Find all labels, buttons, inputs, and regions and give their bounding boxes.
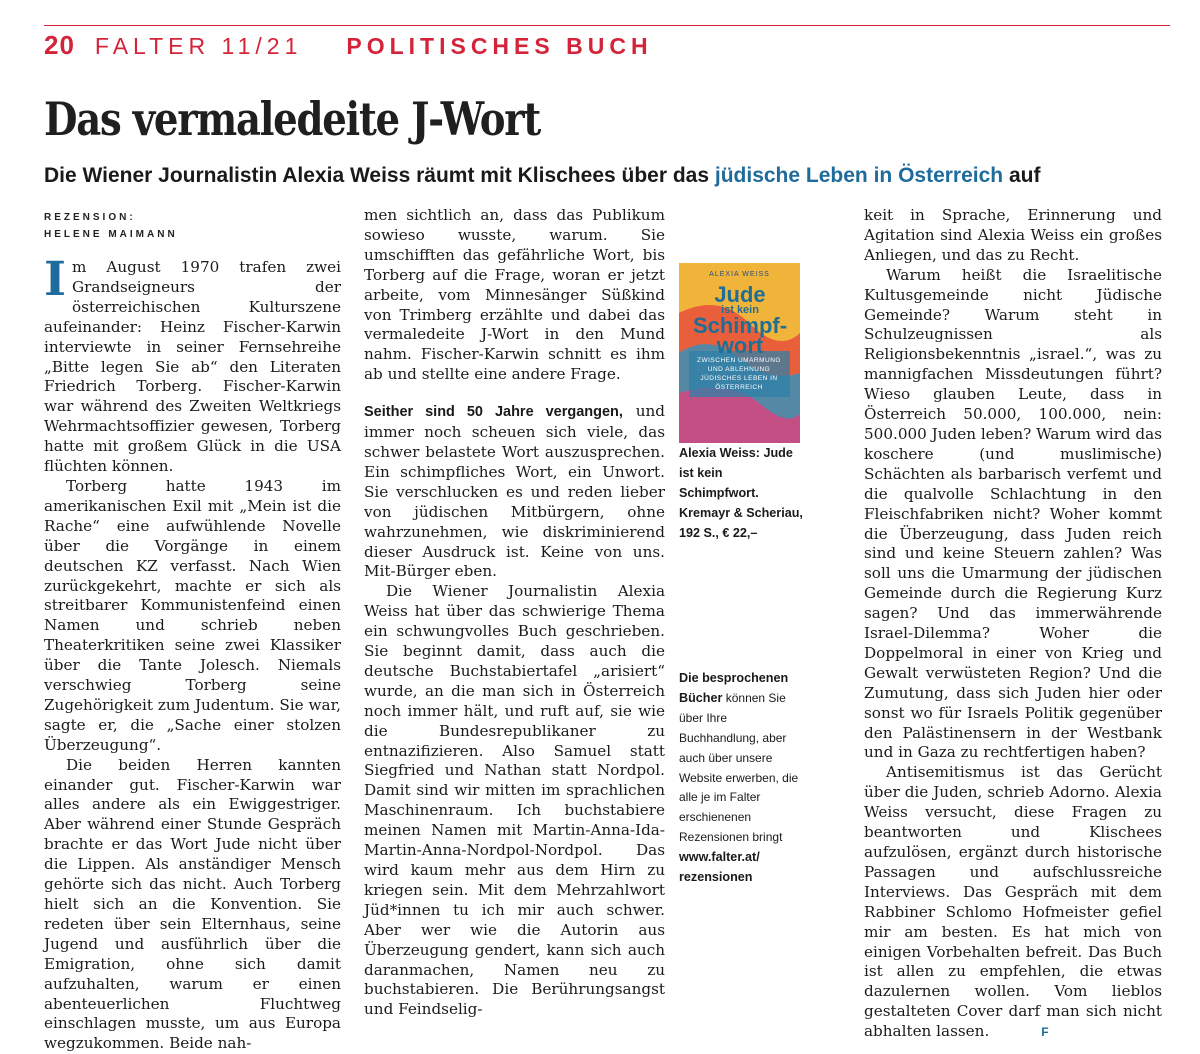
column-1	[44, 252, 341, 1054]
paragraph: Die beiden Herren kannten einander gut. Fischer-Karwin war alles andere als ein Ewiggestriger. Aber während einer Stunde Gespräch brachte er das Wort Jude nicht über die Lippen. Als anständiger Mensch gehörte sich das nicht. Auch Torberg hielt sich an die Konvention. Sie redeten über sein Elternhaus, seine Jugend und ausführlich über die Emigration, ohne sich damit aufzuhalten, warum er einen abenteuerlichen Fluchtweg einschlagen musste, um aus Europa wegzukommen. Beide nah-	[44, 755, 341, 1053]
paragraph: keit in Sprache, Erinnerung und Agitation sind Alexia Weiss ein großes Anliegen, und das zu Recht.	[864, 206, 1162, 264]
cover-subtitle: ZWISCHEN UMARMUNG UND ABLEHNUNG JÜDISCHES LEBEN IN ÖSTERREICH	[697, 357, 781, 391]
book-caption: Alexia Weiss: Jude ist kein Schimpfwort. Kremayr & Scheriau, 192 S., € 22,–	[679, 446, 803, 540]
header-rule	[44, 25, 1170, 26]
paragraph	[44, 252, 341, 477]
book-cover-image	[679, 263, 800, 443]
deck-text-end: auf	[1003, 164, 1041, 187]
column-3	[864, 206, 1162, 1042]
cover-title-line: ist kein	[721, 304, 759, 316]
column-2	[364, 206, 665, 1020]
paragraph: Torberg hatte 1943 im amerikanischen Exil mit „Mein ist die Rache“ eine aufwühlende Novelle über die Vorgänge in einem deutschen KZ verfasst. Nach Wien zurückgekehrt, machte er sich als streitbarer Kommunistenfeind einen Namen und schrieb neben Theaterkritiken seine zwei Klassiker über die Tante Jolesch. Niemals verschwieg Torberg seine Zugehörigkeit zum Judentum. Sie war, sagte er, die „Sache einer stolzen Überzeugung“.	[44, 476, 341, 754]
byline	[44, 209, 178, 243]
article-deck	[44, 164, 1040, 188]
cover-title	[685, 282, 795, 358]
paragraph-text: und immer noch scheuen sich viele, das schwer belastete Wort auszusprechen. Ein schimpfliches Wort, ein Unwort. Sie verschlucken es und reden lieber von jüdischen Mitbürgern, ohne wahrzunehmen, wie diskriminierend dieser Ausdruck ist. Keine von uns. Mit-Bürger eben.	[364, 402, 665, 581]
note-link[interactable]: www.falter.at/ rezensionen	[679, 850, 760, 885]
magazine-issue: FALTER 11/21	[94, 33, 303, 59]
cover-title-line: Schimpf-	[692, 313, 788, 338]
cover-author: ALEXIA WEISS	[709, 271, 770, 278]
page-number: 20	[44, 30, 75, 60]
paragraph-text: m August 1970 trafen zwei Grandseigneurs der österreichischen Kulturszene aufeinander: Heinz Fischer-Karwin interviewte in seiner Fernsehreihe „Bitte legen Sie ab“ den Literaten Friedrich Torberg. Fischer-Karwin war während des Zweiten Weltkriegs Wehrmachtsoffizier gewesen, Torberg hatte mit großem Glück in die USA flüchten können.	[44, 258, 341, 476]
byline-label: REZENSION:	[44, 212, 136, 223]
paragraph: men sichtlich an, dass das Publikum sowieso wusste, warum. Sie umschifften das gefährliche Wort, bis Torberg auf die Frage, woran er jetzt arbeite, vom Minnesänger Süßkind von Trimberg erzählte und dabei das vermaledeite J-Wort in den Mund nahm. Fischer-Karwin schnitt es ihm ab und stellte eine andere Frage.	[364, 206, 665, 384]
paragraph	[364, 402, 665, 582]
byline-author: HELENE MAIMANN	[44, 229, 178, 240]
falter-end-mark: F	[1041, 1025, 1049, 1040]
drop-cap: I	[44, 252, 66, 307]
paragraph: Warum heißt die Israelitische Kultusgemeinde nicht Jüdische Gemeinde? Warum steht in Schulzeugnissen als Religionsbekenntnis „israel.“, was zu mannigfachen Missdeutungen führt? Wieso glauben Leute, dass in Österreich 50.000, 100.000, nein: 500.000 Juden leben? Warum wird das koschere (und muslimische) Schächten als barbarisch verfemt und die qualvolle Schlachtung in den Fleischfabriken nicht? Woher kommt die Überzeugung, dass Juden reich sind und keine Steuern zahlen? Was soll uns die Umarmung der jüdischen Gemeinde durch die Regierung Kurz sagen? Und das immerwährende Israel-Dilemma? Woher die Doppelmoral in einer von Krieg und Gewalt verwüsteten Region? Und die Zumutung, dass sich Juden hier oder sonst wo für Israels Politik gegenüber den Palästinensern in der Westbank und in Gaza zu rechtfertigen haben?	[864, 265, 1162, 762]
paragraph	[864, 763, 1162, 1042]
deck-text-start: Die Wiener Journalistin Alexia Weiss räumt mit Klischees über das	[44, 164, 715, 187]
note-lead: Die besprochenen Bücher	[679, 671, 789, 705]
cover-title-line: wort	[716, 333, 764, 358]
deck-highlight: jüdische Leben in Österreich	[714, 164, 1004, 187]
book-note	[679, 669, 804, 888]
section-title: POLITISCHES BUCH	[346, 33, 653, 59]
article-headline: Das vermaledeite J-Wort	[44, 92, 540, 146]
page-header	[44, 30, 653, 60]
run-in-lead: Seither sind 50 Jahre vergangen,	[364, 404, 623, 421]
cover-title-line: Jude	[714, 282, 766, 307]
note-text: können Sie über Ihre Buchhandlung, aber auch über unsere Website erwerben, die alle je im Falter erschienenen Rezensionen bringt	[679, 690, 799, 845]
paragraph: Die Wiener Journalistin Alexia Weiss hat über das schwierige Thema ein schwungvolles Buch geschrieben. Sie beginnt damit, dass auch die deutsche Buchstabiertafel „arisiert“ wurde, an die man sich in Österreich noch immer hält, und ruft auf, sie wie die Bundesrepublikaner zu entnazifizieren. Also Samuel statt Siegfried und Nathan statt Nordpol. Damit sind wir mitten im sprachlichen Maschinenraum. Ich buchstabiere meinen Namen mit Martin-Anna-Ida-Martin-Anna-Nordpol-Nordpol. Das wird kaum mehr aus dem Hirn zu kriegen sein. Mit dem Mehrzahlwort Jüd*innen tu ich mir auch schwer. Aber wer wie die Autorin aus Überzeugung gendert, kann sich auch daranmachen, Namen neu zu buchstabieren. Die Berührungsangst und Feindselig-	[364, 582, 665, 1019]
paragraph-text: Antisemitismus ist das Gerücht über die Juden, schrieb Adorno. Alexia Weiss versucht, diese Fragen zu beantworten und Klischees aufzulösen, ergänzt durch historische Passagen und aufschlussreiche Interviews. Das Gespräch mit dem Rabbiner Schlomo Hofmeister gefiel mir am besten. Es hat mich von einigen Vorbehalten befreit. Das Buch ist allen zu empfehlen, die etwas dazulernen wollen. Vom lieblos gestalteten Cover darf man sich nicht abhalten lassen.	[864, 763, 1162, 1041]
